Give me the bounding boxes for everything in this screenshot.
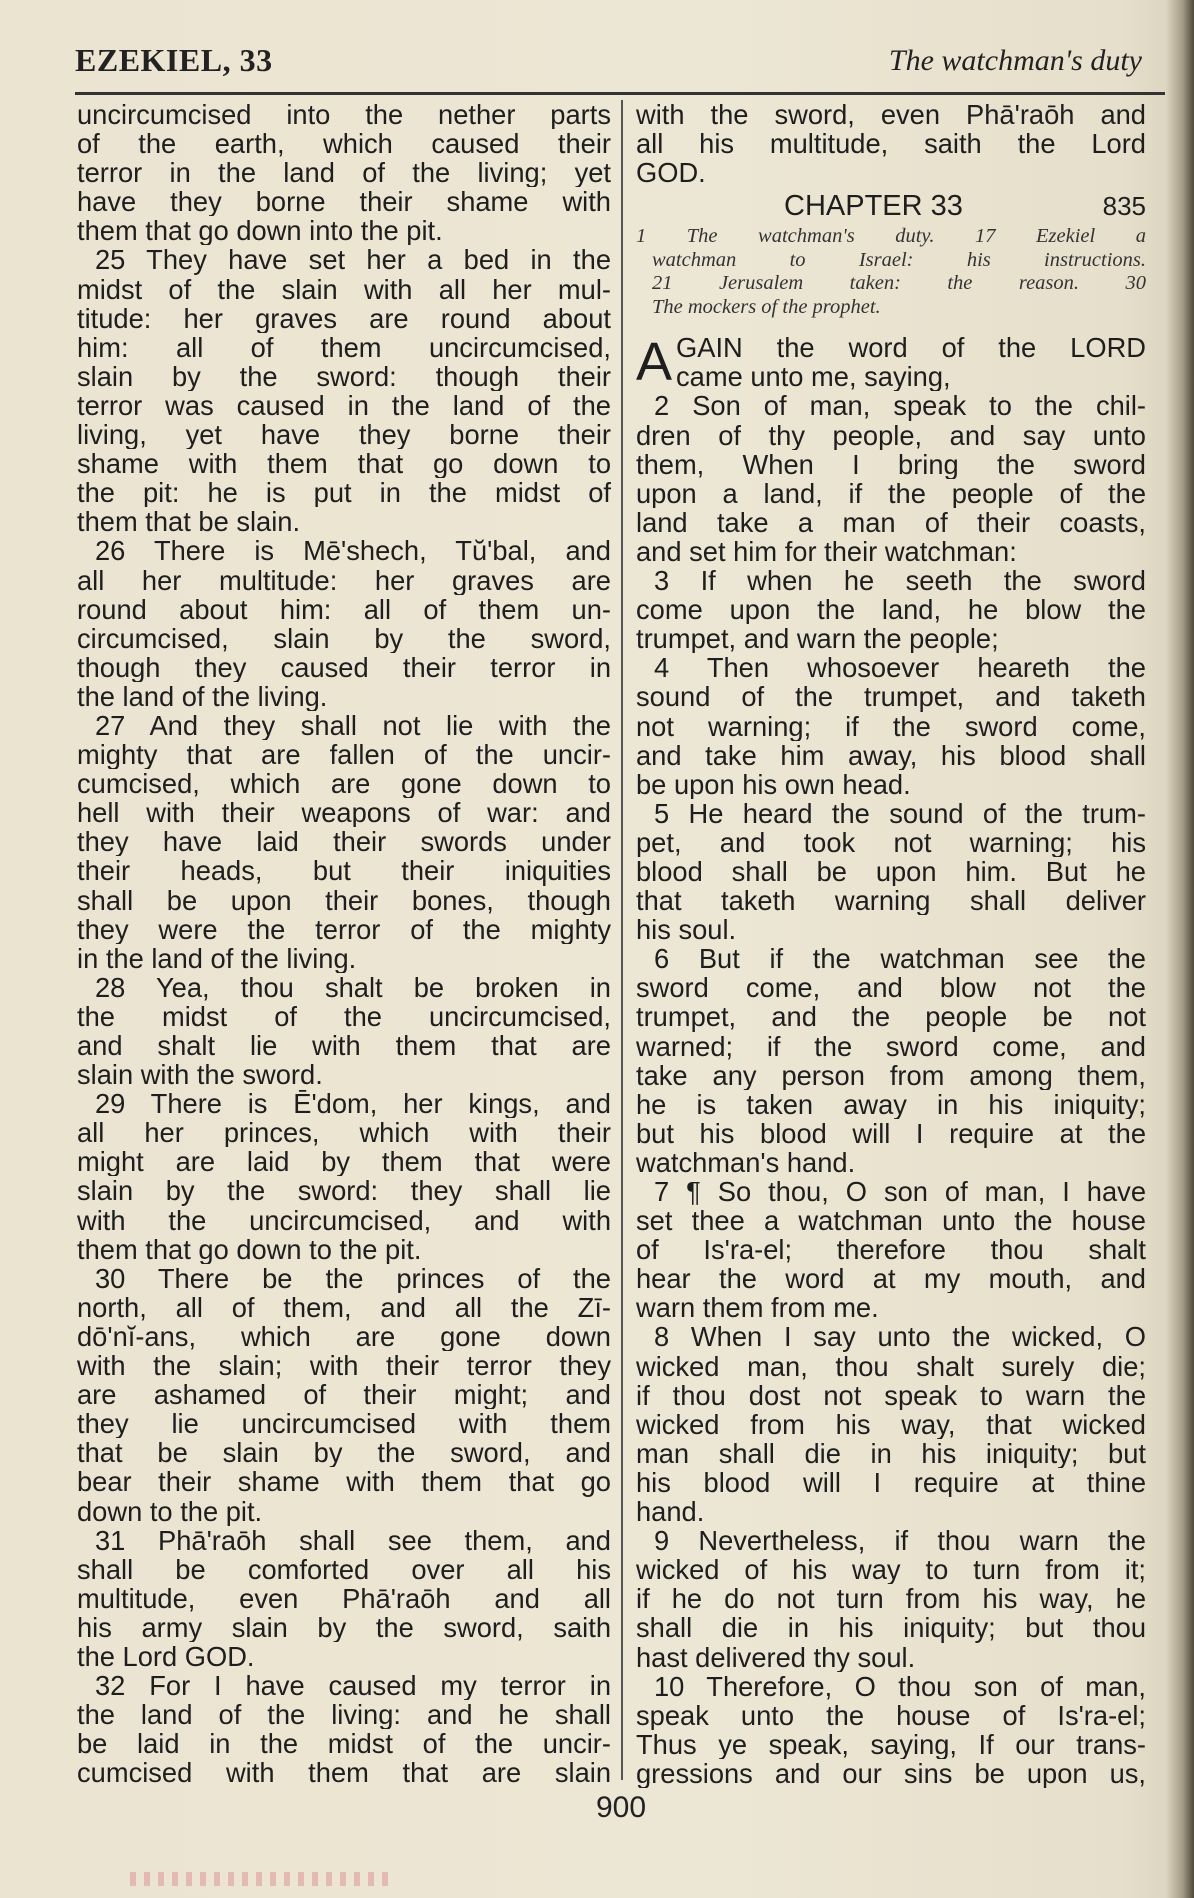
text-line: and set him for their watchman:: [636, 536, 1017, 567]
text-line: with the uncircumcised, and with: [77, 1205, 611, 1235]
text-line: mighty that are fallen of the uncir-: [77, 740, 611, 770]
text-line: shall be upon their bones, though: [77, 885, 611, 915]
text-line: 28 Yea, thou shalt be broken in: [95, 972, 611, 1002]
text-line: but his blood will I require at the: [636, 1118, 1146, 1148]
column-divider: [621, 100, 623, 1780]
text-line: they lie uncircumcised with them: [77, 1409, 611, 1439]
right-column: [636, 100, 1146, 1788]
text-line: his army slain by the sword, saith: [77, 1612, 611, 1642]
text-line: with the slain; with their terror they: [77, 1351, 611, 1381]
text-line: the land of the living.: [77, 681, 328, 711]
text-line: shame with them that go down to: [77, 449, 611, 479]
text-line: they have laid their swords under: [77, 827, 611, 857]
text-line: all his multitude, saith the Lord: [636, 129, 1146, 159]
text-line: the Lord GOD.: [77, 1641, 255, 1672]
text-line: be upon his own head.: [636, 769, 911, 799]
text-line: he is taken away in his iniquity;: [636, 1089, 1146, 1119]
text-line: 30 There be the princes of the: [95, 1263, 611, 1293]
text-line: with the sword, even Phā'raōh and: [636, 100, 1146, 130]
text-line: if thou dost not speak to warn the: [636, 1380, 1146, 1410]
text-line: round about him: all of them un-: [77, 594, 611, 624]
left-column: [77, 100, 611, 1787]
text-line: 9 Nevertheless, if thou warn the: [654, 1526, 1146, 1556]
drop-cap: A: [636, 332, 673, 393]
text-line: upon a land, if the people of the: [636, 478, 1146, 508]
text-line: uncircumcised into the nether parts: [77, 100, 611, 130]
summary-line: 1 The watchman's duty. 17 Ezekiel a: [636, 225, 1146, 248]
text-line: his blood will I require at thine: [636, 1467, 1146, 1498]
chapter-reference-number: 835: [1102, 191, 1146, 222]
text-line: of Is'ra-el; therefore thou shalt: [636, 1235, 1146, 1265]
text-line: GOD.: [636, 158, 706, 188]
text-line: hast delivered thy soul.: [636, 1642, 916, 1672]
text-line: came unto me, saying,: [676, 362, 951, 392]
text-line: Thus ye speak, saying, If our trans-: [636, 1729, 1146, 1759]
text-line: that taketh warning shall deliver: [636, 886, 1146, 916]
text-line: him: all of them uncircumcised,: [77, 332, 611, 362]
text-line: warn them from me.: [636, 1293, 879, 1323]
text-line: 3 If when he seeth the sword: [654, 566, 1146, 596]
text-line: warned; if the sword come, and: [636, 1031, 1146, 1061]
text-line: 26 There is Mē'shech, Tŭ'bal, and: [95, 536, 611, 566]
text-line: 7 ¶ So thou, O son of man, I have: [654, 1177, 1146, 1207]
spine-shadow: [1166, 0, 1194, 1898]
summary-line: watchman to Israel: his instructions.: [652, 248, 1146, 271]
summary-line: The mockers of the prophet.: [652, 295, 881, 318]
text-line: 6 But if the watchman see the: [654, 944, 1146, 974]
text-line: 4 Then whosoever heareth the: [654, 653, 1146, 683]
text-line: of the earth, which caused their: [77, 129, 611, 159]
text-line: north, all of them, and all the Zī-: [77, 1292, 611, 1322]
text-line: living, yet have they borne their: [77, 420, 611, 450]
running-title: The watchman's duty: [888, 44, 1142, 77]
chapter-title: CHAPTER 33: [784, 190, 963, 223]
text-line: set thee a watchman unto the house: [636, 1206, 1146, 1236]
text-line: that be slain by the sword, and: [77, 1438, 611, 1468]
text-line: his soul.: [636, 915, 737, 945]
text-line: 32 For I have caused my terror in: [95, 1671, 611, 1701]
text-line: midst of the slain with all her mul-: [77, 274, 611, 304]
text-line: them, When I bring the sword: [636, 449, 1146, 479]
header-rule: [75, 92, 1165, 95]
text-line: shall die in his iniquity; but thou: [636, 1613, 1146, 1643]
text-line: watchman's hand.: [636, 1147, 856, 1177]
text-line: terror in the land of the living; yet: [77, 158, 611, 188]
chapter-heading: [636, 187, 1146, 225]
text-line: speak unto the house of Is'ra-el;: [636, 1700, 1146, 1730]
text-line: land take a man of their coasts,: [636, 507, 1146, 537]
text-line: might are laid by them that were: [77, 1147, 611, 1177]
text-line: dō'nĭ-ans, which are gone down: [77, 1321, 611, 1352]
text-line: take any person from among them,: [636, 1060, 1146, 1090]
text-line: 27 And they shall not lie with the: [95, 710, 611, 741]
book-chapter-header: EZEKIEL, 33: [75, 42, 273, 78]
chapter-opening: [636, 333, 1146, 391]
text-line: blood shall be upon him. But he: [636, 856, 1146, 887]
text-line: 2 Son of man, speak to the chil-: [654, 391, 1146, 421]
text-line: and shalt lie with them that are: [77, 1031, 611, 1061]
text-line: them that be slain.: [77, 507, 301, 537]
page-number: 900: [596, 1791, 647, 1824]
text-line: wicked from his way, that wicked: [636, 1409, 1146, 1439]
text-line: multitude, even Phā'raōh and all: [77, 1583, 611, 1613]
text-line: and take him away, his blood shall: [636, 740, 1146, 770]
text-line: the pit: he is put in the midst of: [77, 478, 611, 508]
text-line: dren of thy people, and say unto: [636, 420, 1146, 450]
text-line: trumpet, and warn the people;: [636, 624, 999, 654]
text-line: the midst of the uncircumcised,: [77, 1001, 611, 1031]
text-line: have they borne their shame with: [77, 187, 611, 217]
text-line: pet, and took not warning; his: [636, 827, 1146, 857]
text-line: slain by the sword: they shall lie: [77, 1176, 611, 1206]
text-line: cumcised, which are gone down to: [77, 769, 611, 799]
page-stain: [130, 1872, 390, 1886]
text-line: 8 When I say unto the wicked, O: [654, 1322, 1146, 1352]
text-line: circumcised, slain by the sword,: [77, 623, 611, 653]
text-line: cumcised with them that are slain: [77, 1758, 611, 1788]
text-line: hear the word at my mouth, and: [636, 1264, 1146, 1294]
text-line: 29 There is Ē'dom, her kings, and: [95, 1089, 611, 1119]
text-line: 10 Therefore, O thou son of man,: [654, 1671, 1146, 1701]
text-line: slain with the sword.: [77, 1060, 323, 1090]
summary-line: 21 Jerusalem taken: the reason. 30: [652, 272, 1146, 295]
text-line: their heads, but their iniquities: [77, 856, 611, 886]
text-line: titude: her graves are round about: [77, 303, 611, 333]
text-line: if he do not turn from his way, he: [636, 1584, 1146, 1614]
text-line: are ashamed of their might; and: [77, 1380, 611, 1410]
text-line: come upon the land, he blow the: [636, 595, 1146, 625]
text-line: the land of the living: and he shall: [77, 1700, 611, 1730]
text-line: trumpet, and the people be not: [636, 1002, 1146, 1032]
text-line: sword come, and blow not the: [636, 973, 1146, 1003]
text-line: though they caused their terror in: [77, 652, 611, 682]
text-line: slain by the sword: though their: [77, 361, 611, 391]
text-line: be laid in the midst of the uncir-: [77, 1729, 611, 1759]
text-line: terror was caused in the land of the: [77, 390, 611, 421]
text-line: them that go down into the pit.: [77, 216, 443, 246]
text-line: man shall die in his iniquity; but: [636, 1438, 1146, 1468]
text-line: 31 Phā'raōh shall see them, and: [95, 1525, 611, 1555]
text-line: 5 He heard the sound of the trum-: [654, 798, 1146, 828]
text-line: hand.: [636, 1497, 705, 1527]
text-line: down to the pit.: [77, 1496, 263, 1526]
text-line: hell with their weapons of war: and: [77, 798, 611, 828]
text-line: in the land of the living.: [77, 943, 357, 973]
chapter-summary: [636, 225, 1146, 319]
text-line: 25 They have set her a bed in the: [95, 245, 611, 275]
text-line: them that go down to the pit.: [77, 1234, 422, 1264]
text-line: not warning; if the sword come,: [636, 711, 1146, 741]
text-line: all her princes, which with their: [77, 1118, 611, 1148]
text-line: bear their shame with them that go: [77, 1467, 611, 1497]
text-line: shall be comforted over all his: [77, 1554, 611, 1584]
text-line: gressions and our sins be upon us,: [636, 1758, 1146, 1788]
text-line: they were the terror of the mighty: [77, 914, 611, 944]
text-line: wicked of his way to turn from it;: [636, 1555, 1146, 1585]
text-line: all her multitude: her graves are: [77, 565, 611, 595]
text-line: sound of the trumpet, and taketh: [636, 682, 1146, 712]
text-line: wicked man, thou shalt surely die;: [636, 1351, 1146, 1381]
text-line: GAIN the word of the LORD: [676, 333, 1146, 363]
